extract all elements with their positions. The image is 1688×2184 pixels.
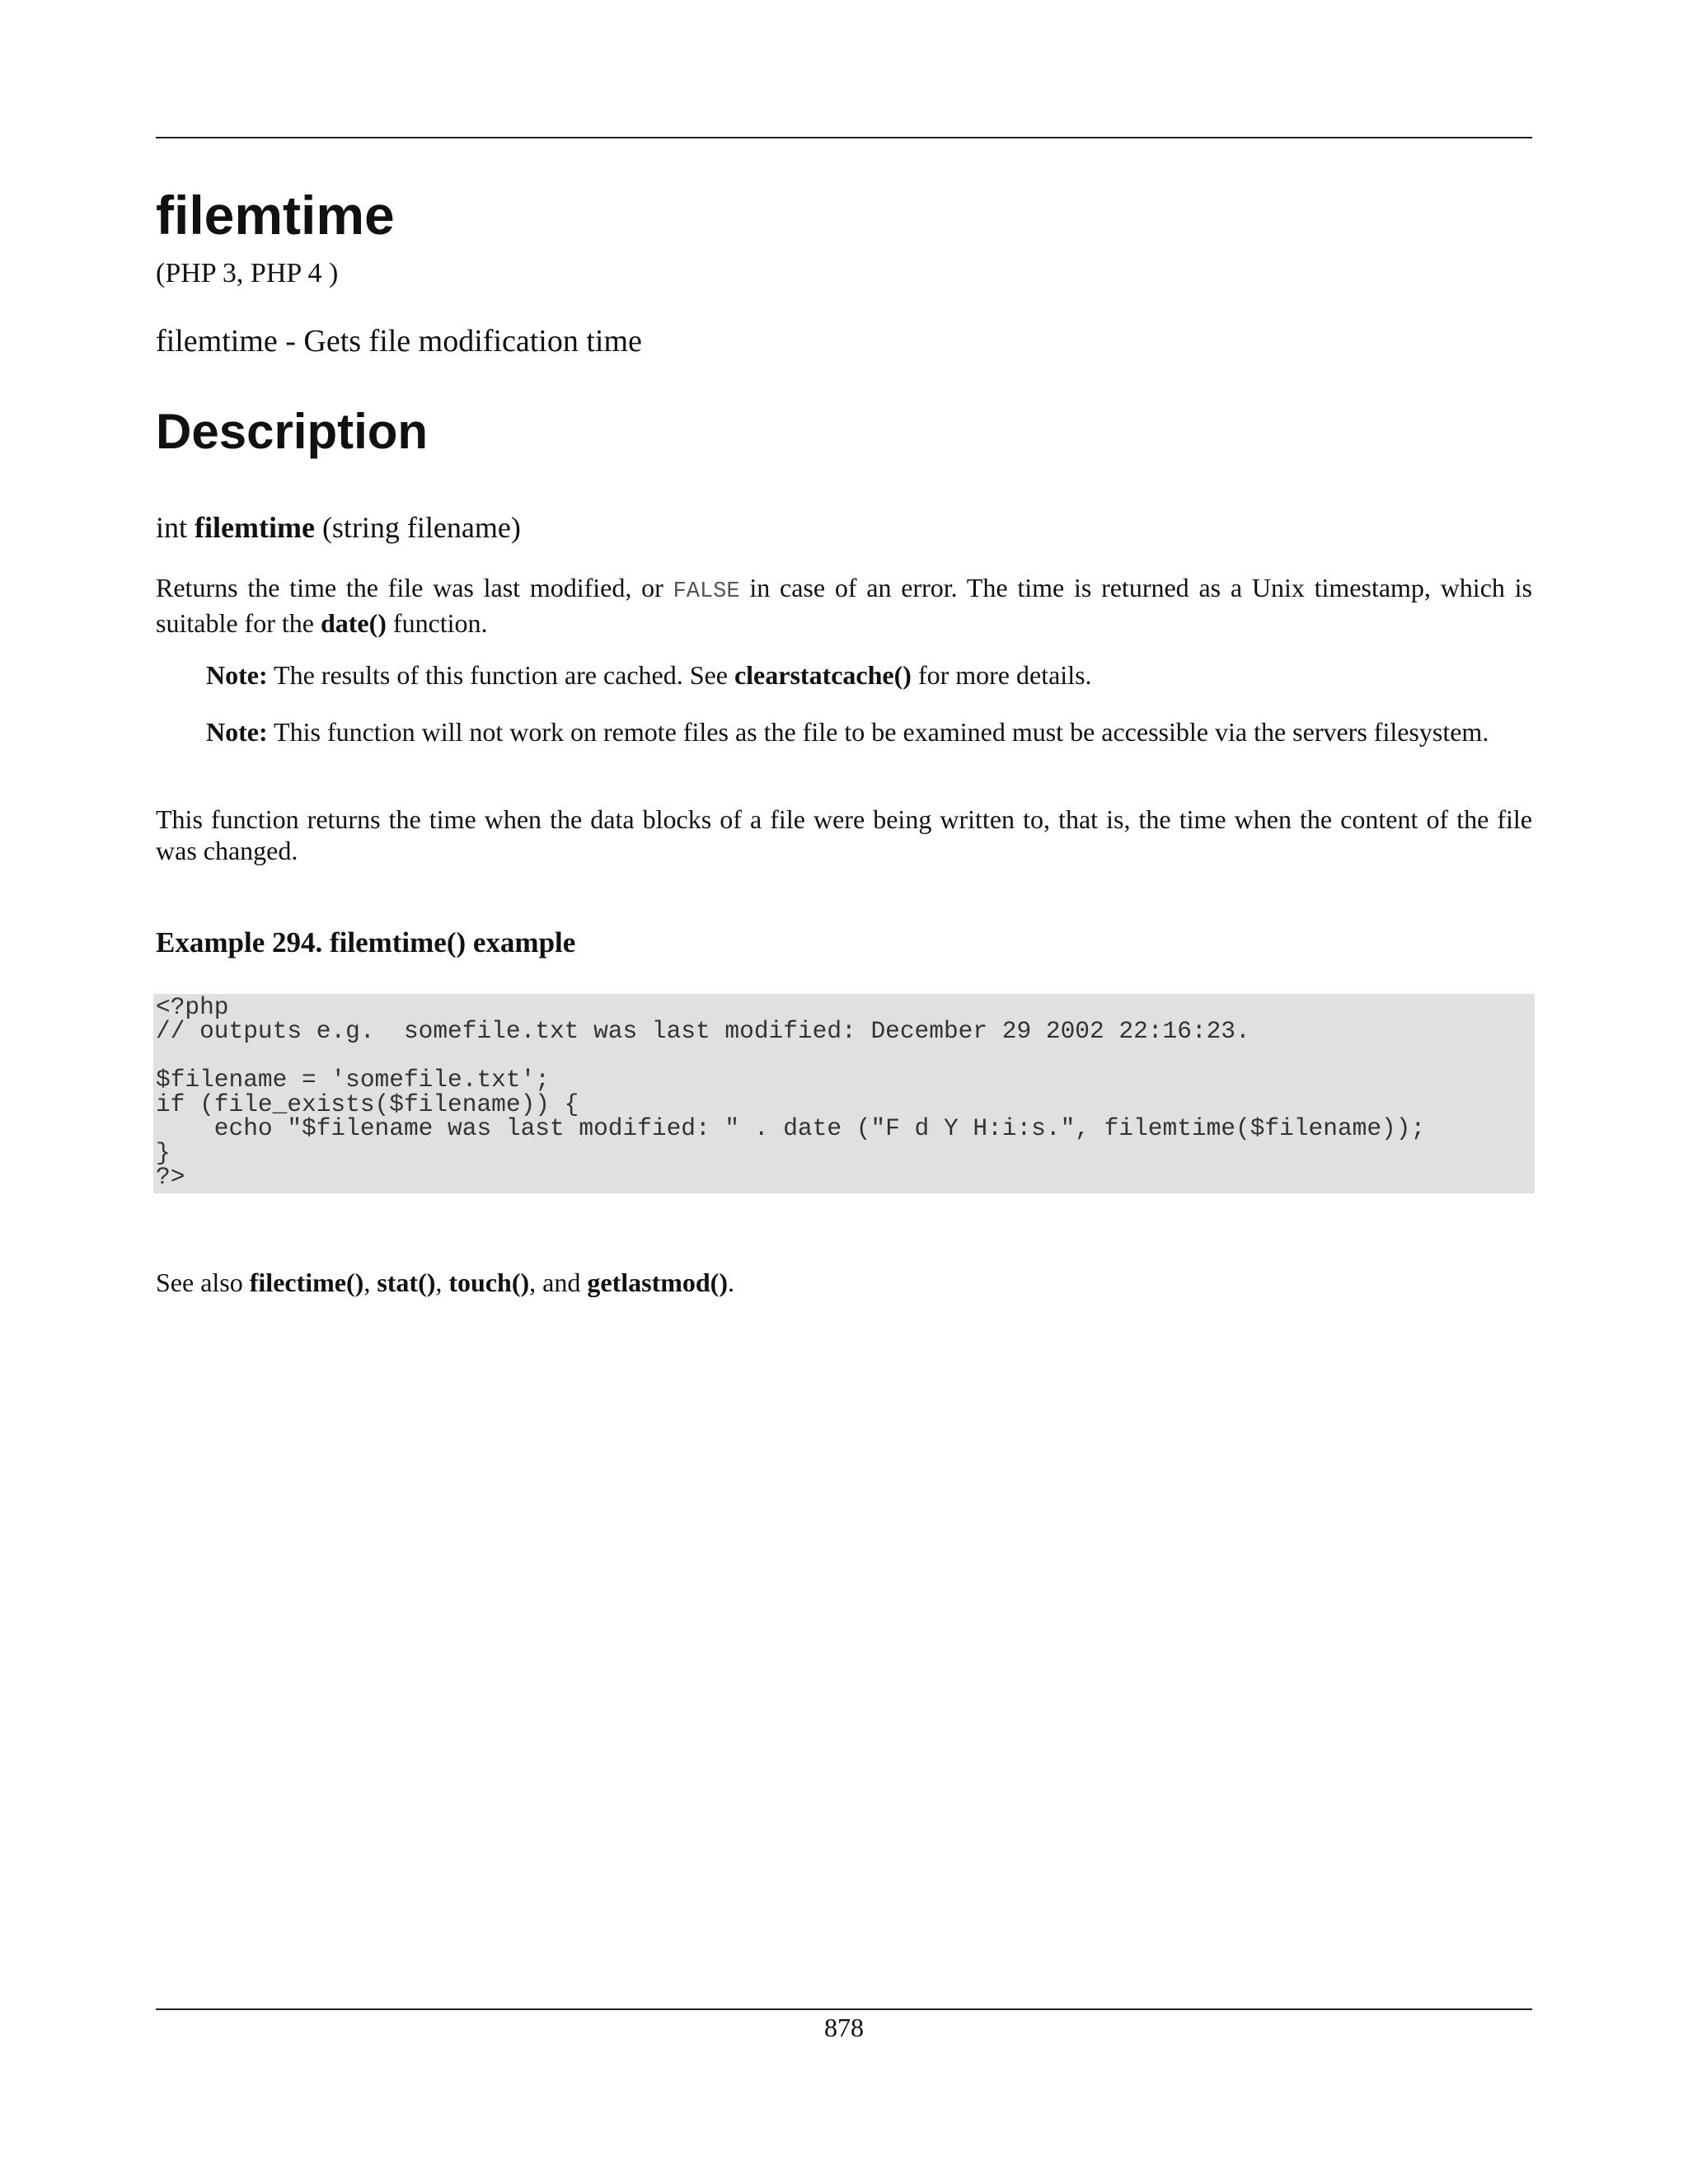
touch-link[interactable]: touch() bbox=[448, 1268, 530, 1297]
header-rule bbox=[156, 137, 1532, 138]
page-number: 878 bbox=[824, 2013, 864, 2042]
code-line: $filename = 'somefile.txt'; bbox=[156, 1066, 550, 1094]
note-label: Note: bbox=[206, 660, 268, 690]
function-synopsis bbox=[156, 510, 521, 546]
datablocks-paragraph: This function returns the time when the data blocks of a file were being written to, that is, the time when the content of the file was changed. bbox=[156, 804, 1532, 865]
stat-link[interactable]: stat() bbox=[377, 1268, 436, 1297]
filectime-link[interactable]: filectime() bbox=[249, 1268, 364, 1297]
page-title: filemtime bbox=[156, 185, 395, 246]
function-name: filemtime bbox=[195, 511, 315, 544]
example-title: Example 294. filemtime() example bbox=[156, 926, 576, 958]
code-line: } bbox=[156, 1139, 171, 1167]
see-also: See also filectime(), stat(), touch(), and getlastmod(). bbox=[156, 1268, 734, 1297]
description-heading: Description bbox=[156, 404, 429, 459]
code-example bbox=[153, 994, 1535, 1193]
code-line: // outputs e.g. somefile.txt was last modified: December 29 2002 22:16:23. bbox=[156, 1017, 1250, 1045]
refname-purpose: filemtime - Gets file modification time bbox=[156, 324, 642, 359]
note-label: Note: bbox=[206, 717, 268, 747]
manual-page bbox=[156, 0, 1532, 2184]
false-constant: FALSE bbox=[673, 579, 740, 604]
return-type: int bbox=[156, 511, 188, 544]
code-line: ?> bbox=[156, 1163, 185, 1191]
note-remote-files: Note: This function will not work on remote files as the file to be examined must be accessible via the servers filesystem. bbox=[206, 717, 1489, 747]
clearstatcache-link[interactable]: clearstatcache() bbox=[734, 660, 912, 690]
getlastmod-link[interactable]: getlastmod() bbox=[587, 1268, 728, 1297]
php-versions: (PHP 3, PHP 4 ) bbox=[156, 258, 339, 288]
date-function-link[interactable]: date() bbox=[320, 608, 387, 638]
code-line: if (file_exists($filename)) { bbox=[156, 1090, 579, 1118]
returns-paragraph: Returns the time the file was last modified, or FALSE in case of an error. The time is returned as a Unix timestamp, which is suitable for the date() function. bbox=[156, 573, 1533, 638]
footer-rule bbox=[156, 2008, 1532, 2010]
function-params: (string filename) bbox=[321, 511, 521, 544]
note-cached: Note: The results of this function are cached. See clearstatcache() for more details. bbox=[206, 660, 1092, 690]
code-line: <?php bbox=[156, 993, 229, 1021]
code-line: echo "$filename was last modified: " . date ("F d Y H:i:s.", filemtime($filename)); bbox=[156, 1114, 1426, 1142]
